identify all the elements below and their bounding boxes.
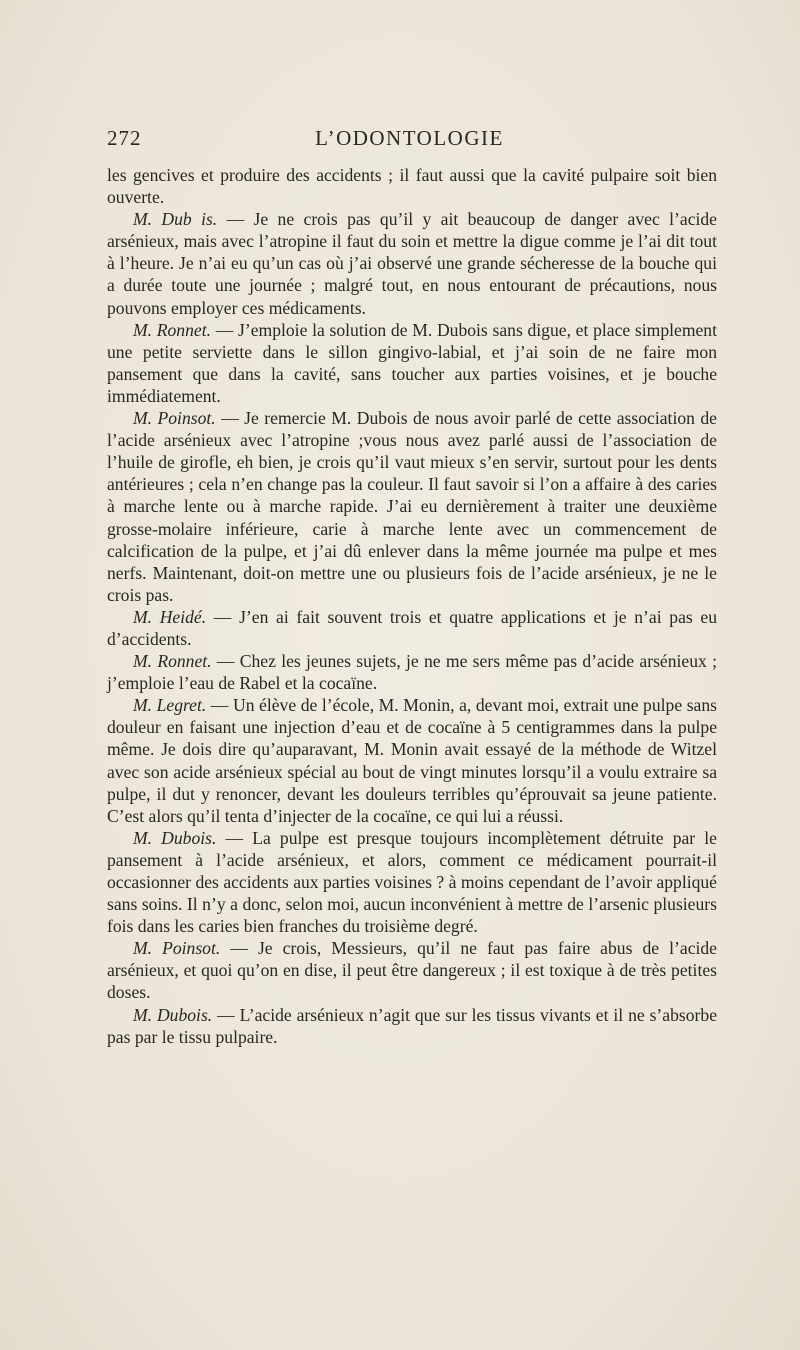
speaker-name: M. Dubois. (133, 827, 217, 848)
paragraph (107, 606, 717, 650)
paragraph (107, 937, 717, 1003)
speaker-name: M. Poinsot. (133, 408, 216, 429)
paragraph (107, 650, 717, 694)
paragraph-text: — Je remercie M. Dubois de nous avoir parlé de cette association de l’acide arsénieux avec l’atropine ;vous nous avez parlé aussi de l’association de l’huile de girofle, eh bien, je crois qu’il vaut mieux s’en servir, surtout pour les dents antérieures ; cela n’en change pas la couleur. Il faut savoir si l’on a affaire à des caries à marche lente ou à marche rapide. J’ai eu dernièrement à traiter une deuxième grosse-molaire inférieure, carie à marche lente avec un commencement de calcification de la pulpe, et j’ai dû enlever dans la même journée ma pulpe et mes nerfs. Maintenant, doit-on mettre une ou plusieurs fois de l’acide arsénieux, je ne le crois pas. (107, 408, 717, 605)
paragraph-text: — J’emploie la solution de M. Dubois sans digue, et place simplement une petite serviette dans le sillon gingivo-labial, et j’ai soin de ne faire mon pansement que dans la cavité, sans toucher aux parties voisines, et je bouche immédiatement. (107, 319, 717, 406)
paragraph (107, 164, 717, 208)
paragraph (107, 694, 717, 827)
paragraph-text: — J’en ai fait souvent trois et quatre applications et je n’ai pas eu d’accidents. (107, 606, 717, 649)
running-title: L’ODONTOLOGIE (315, 126, 504, 150)
speaker-name: M. Dub is. (133, 209, 218, 230)
paragraph (107, 1004, 717, 1048)
paragraph-text: — Je crois, Messieurs, qu’il ne faut pas faire abus de l’acide arsénieux, et quoi qu’on en dise, il peut être dangereux ; il est toxique à de très petites doses. (107, 938, 717, 1003)
paragraph-text: — Un élève de l’école, M. Monin, a, devant moi, extrait une pulpe sans douleur en faisant une injection d’eau et de cocaïne à 5 centigrammes dans la pulpe même. Je dois dire qu’auparavant, M. Monin avait essayé de la méthode de Witzel avec son acide arsénieux spécial au bout de vingt minutes lorsqu’il a voulu extraire sa pulpe, il dut y renoncer, devant les douleurs terribles qu’éprouvait sa jeune patiente. C’est alors qu’il tenta d’injecter de la cocaïne, ce qui lui a réussi. (107, 695, 717, 826)
paragraph-text: les gencives et produire des accidents ; il faut aussi que la cavité pulpaire soit bien ouverte. (107, 165, 717, 208)
speaker-name: M. Ronnet. (133, 651, 212, 672)
paragraph-text: — L’acide arsénieux n’agit que sur les tissus vivants et il ne s’absorbe pas par le tissu pulpaire. (107, 1004, 717, 1047)
paragraph-text: — Je ne crois pas qu’il y ait beaucoup de danger avec l’acide arsénieux, mais avec l’atropine il faut du soin et mettre la digue comme je l’ai dit tout à l’heure. Je n’ai eu qu’un cas où j’ai observé une grande sécheresse de la bouche qui a durée toute une journée ; malgré tout, en nous entourant de précautions, nous pouvons employer ces médicaments. (107, 209, 717, 318)
speaker-name: M. Heidé. (133, 606, 207, 627)
paragraph-text: — Chez les jeunes sujets, je ne me sers même pas d’acide arsénieux ; j’emploie l’eau de Rabel et la cocaïne. (107, 651, 717, 694)
paragraph (107, 208, 717, 318)
page-number: 272 (107, 126, 142, 150)
page-header (107, 126, 712, 156)
paragraph (107, 827, 717, 937)
paragraph-text: — La pulpe est presque toujours incomplètement détruite par le pansement à l’acide arsénieux, et alors, comment ce médicament pourrait-il occasionner des accidents aux parties voisines ? à moins cependant de l’avoir appliqué sans soins. Il n’y a donc, selon moi, aucun inconvénient à mettre de l’arsenic plusieurs fois dans les caries bien franches du troisième degré. (107, 827, 717, 937)
speaker-name: M. Dubois. (133, 1004, 213, 1025)
speaker-name: M. Legret. (133, 695, 207, 716)
paragraph (107, 407, 717, 606)
paragraph (107, 319, 717, 407)
speaker-name: M. Ronnet. (133, 319, 211, 340)
speaker-name: M. Poinsot. (133, 938, 221, 959)
body-text (107, 164, 717, 1048)
